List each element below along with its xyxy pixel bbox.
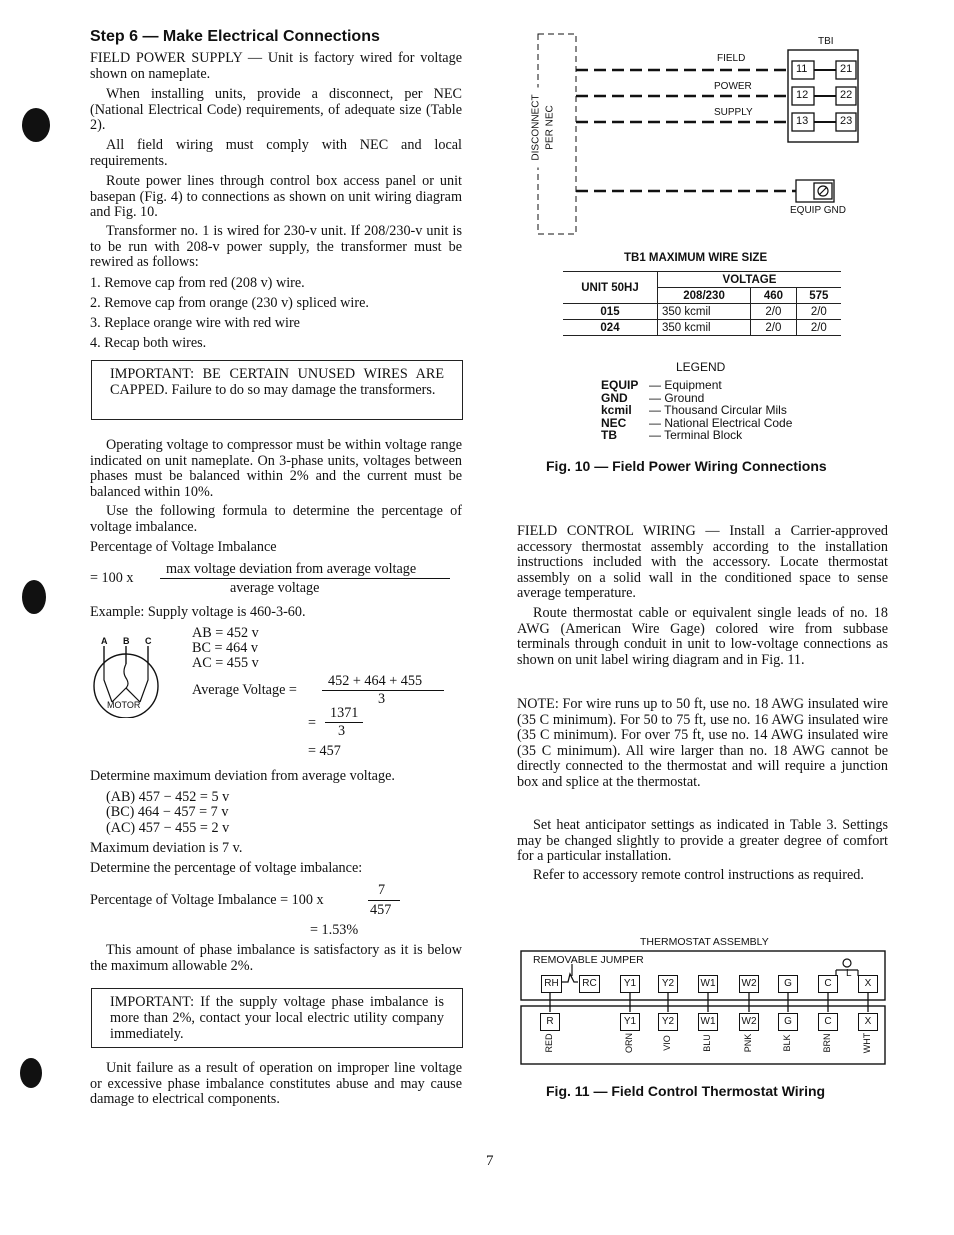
- supply-label: SUPPLY: [714, 107, 753, 118]
- terminal-11: 11: [796, 63, 808, 75]
- terminal-r: R: [540, 1013, 560, 1031]
- sum-numerator: 1371: [330, 705, 359, 721]
- legend: [601, 379, 841, 442]
- terminal-y2: Y2: [658, 1013, 678, 1031]
- table-cell: 2/0: [751, 304, 797, 320]
- deviation-ab: (AB) 457 − 452 = 5 v: [106, 789, 230, 805]
- paragraph: Transformer no. 1 is wired for 230-v unit. If 208/230-v unit is to be run with 208-v power supply, the transformer must be rewired as follows:: [90, 223, 462, 270]
- list-item: 2. Remove cap from orange (230 v) spliced wire.: [90, 295, 369, 311]
- wire-color-red: RED: [544, 1033, 554, 1053]
- paragraph: Refer to accessory remote control instructions as required.: [533, 867, 864, 883]
- list-item: 4. Recap both wires.: [90, 335, 207, 351]
- removable-jumper-label: REMOVABLE JUMPER: [533, 954, 644, 966]
- terminal-x-top: X: [858, 975, 878, 993]
- terminal-y2-top: Y2: [658, 975, 678, 993]
- percentage-label: Percentage of Voltage Imbalance = 100 x: [90, 892, 324, 908]
- maximum-deviation: Maximum deviation is 7 v.: [90, 840, 243, 856]
- thermostat-assembly-title: THERMOSTAT ASSEMBLY: [640, 936, 769, 948]
- formula-denominator: average voltage: [230, 580, 320, 596]
- paragraph: Set heat anticipator settings as indicated in Table 3. Settings may be changed slightly to provide a greater degree of comfort for a particular installation.: [517, 817, 888, 864]
- average-numerator: 452 + 464 + 455: [328, 673, 423, 689]
- wire-color-pink: PNK: [743, 1033, 753, 1053]
- paragraph: Operating voltage to compressor must be within voltage range indicated on unit nameplate. On 3-phase units, voltages between phases must be balanced within 2% and the current must be balanced within 10%.: [90, 437, 462, 500]
- voltage-ab: AB = 452 v: [192, 625, 259, 641]
- page-number: 7: [486, 1153, 494, 1169]
- voltage-ac: AC = 455 v: [192, 655, 259, 671]
- terminal-w1-top: W1: [698, 975, 718, 993]
- table-col-header: 208/230: [658, 288, 751, 304]
- equip-gnd-label: EQUIP GND: [790, 205, 846, 216]
- table-cell: 2/0: [796, 304, 841, 320]
- table-header-unit: UNIT 50HJ: [563, 272, 658, 304]
- note-paragraph: NOTE: For wire runs up to 50 ft, use no. 18 AWG insulated wire (35 C minimum). For 50 to 75 ft, use no. 16 AWG insulated wire (35 C minimum). For over 75 ft, use no. 14 AWG insulated wire (35 C minimum). All wire larger than no. 18 AWG cannot be directly connected to the thermostat and will require a junction box and splice at the thermostat.: [517, 696, 888, 790]
- wire-color-black: BLK: [782, 1034, 792, 1052]
- punch-hole-mark: [22, 580, 46, 614]
- figure-caption: Fig. 10 — Field Power Wiring Connections: [546, 458, 827, 474]
- power-label: POWER: [714, 81, 752, 92]
- terminal-x: X: [858, 1013, 878, 1031]
- legend-item: kcmil — Thousand Circular Mils: [601, 403, 787, 417]
- terminal-g: G: [778, 1013, 798, 1031]
- paragraph: Route thermostat cable or equivalent single leads of no. 18 AWG (American Wire Gage) colored wire from subbase terminals through conduit in unit to low-voltage connections as shown on unit label wiring diagram and in Fig. 11.: [517, 605, 888, 668]
- fraction-bar: [160, 578, 450, 579]
- wire-color-violet: VIO: [662, 1035, 672, 1051]
- paragraph: When installing units, provide a disconnect, per NEC (National Electrical Code) requirements, of adequate size (Table 2).: [90, 86, 462, 133]
- terminal-y1-top: Y1: [620, 975, 640, 993]
- terminal-block-label: TBI: [818, 36, 834, 47]
- l-label: L: [846, 968, 852, 979]
- section-heading: Step 6 — Make Electrical Connections: [90, 28, 380, 45]
- legend-item: TB — Terminal Block: [601, 428, 743, 442]
- formula-lhs: = 100 x: [90, 570, 134, 586]
- average-result: = 457: [308, 743, 341, 759]
- deviation-ac: (AC) 457 − 455 = 2 v: [106, 820, 230, 836]
- average-voltage-label: Average Voltage =: [192, 682, 297, 698]
- motor-terminal-a: A: [101, 636, 108, 646]
- terminal-21: 21: [840, 63, 853, 75]
- table-col-header: 460: [751, 288, 797, 304]
- formula-numerator: max voltage deviation from average voltage: [166, 561, 417, 577]
- terminal-rh: RH: [541, 975, 562, 993]
- terminal-y1: Y1: [620, 1013, 640, 1031]
- deviation-bc: (BC) 464 − 457 = 7 v: [106, 804, 229, 820]
- percentage-intro: Determine the percentage of voltage imbalance:: [90, 860, 363, 876]
- terminal-12: 12: [796, 89, 809, 101]
- punch-hole-mark: [22, 108, 50, 142]
- paragraph: This amount of phase imbalance is satisfactory as it is below the maximum allowable 2%.: [90, 942, 462, 974]
- table-col-header: 575: [796, 288, 841, 304]
- terminal-23: 23: [840, 115, 853, 127]
- voltage-bc: BC = 464 v: [192, 640, 258, 656]
- terminal-13: 13: [796, 115, 809, 127]
- sum-denominator: 3: [338, 723, 346, 739]
- fraction-bar: [368, 900, 400, 901]
- terminal-c: C: [818, 1013, 838, 1031]
- table-cell: 024: [563, 320, 658, 336]
- disconnect-label: DISCONNECT: [531, 88, 542, 168]
- percentage-result: = 1.53%: [310, 922, 359, 938]
- percentage-denominator: 457: [370, 902, 392, 918]
- wire-color-white: WHT: [862, 1032, 872, 1054]
- table-cell: 2/0: [796, 320, 841, 336]
- figure-caption: Fig. 11 — Field Control Thermostat Wiring: [546, 1083, 826, 1099]
- paragraph: FIELD CONTROL WIRING — Install a Carrier-approved accessory thermostat assembly according to the installation instructions included with the accessory. Locate thermostat assembly on a solid wall in the conditioned space to sense average temperature.: [517, 523, 888, 601]
- wire-color-brown: BRN: [822, 1033, 832, 1053]
- paragraph: FIELD POWER SUPPLY — Unit is factory wired for voltage shown on nameplate.: [90, 50, 462, 82]
- paragraph: Route power lines through control box access panel or unit basepan (Fig. 4) to connections as shown on unit wiring diagram and Fig. 10.: [90, 173, 462, 220]
- table-row: [563, 304, 841, 320]
- table-cell: 350 kcmil: [658, 304, 751, 320]
- wire-size-table: [563, 271, 841, 336]
- list-item: 1. Remove cap from red (208 v) wire.: [90, 275, 305, 291]
- terminal-w2: W2: [739, 1013, 759, 1031]
- motor-terminal-b: B: [123, 636, 130, 646]
- table-row: [563, 320, 841, 336]
- paragraph: All field wiring must comply with NEC and local requirements.: [90, 137, 462, 169]
- terminal-c-top: C: [818, 975, 838, 993]
- average-denominator: 3: [378, 691, 386, 707]
- terminal-g-top: G: [778, 975, 798, 993]
- field-label: FIELD: [717, 53, 746, 64]
- terminal-w2-top: W2: [739, 975, 759, 993]
- deviation-intro: Determine maximum deviation from average voltage.: [90, 768, 395, 784]
- wire-color-orange: ORN: [624, 1033, 634, 1053]
- legend-item: NEC — National Electrical Code: [601, 415, 793, 430]
- table-header-voltage: VOLTAGE: [658, 272, 842, 288]
- terminal-22: 22: [840, 89, 853, 101]
- motor-label: MOTOR: [107, 700, 141, 710]
- wire-color-blue: BLU: [702, 1034, 712, 1052]
- paragraph: Unit failure as a result of operation on improper line voltage or excessive phase imbalance constitutes abuse and may cause damage to electrical components.: [90, 1060, 462, 1107]
- list-item: 3. Replace orange wire with red wire: [90, 315, 300, 331]
- table-cell: 350 kcmil: [658, 320, 751, 336]
- per-nec-label: PER NEC: [545, 100, 556, 156]
- table-cell: 015: [563, 304, 658, 320]
- table-title: TB1 MAXIMUM WIRE SIZE: [624, 252, 768, 264]
- important-box: IMPORTANT: If the supply voltage phase imbalance is more than 2%, contact your local electric utility company immediately.: [91, 988, 463, 1048]
- equals-sign: =: [308, 715, 317, 731]
- terminal-w1: W1: [698, 1013, 718, 1031]
- example-text: Example: Supply voltage is 460-3-60.: [90, 604, 306, 620]
- punch-hole-mark: [20, 1058, 42, 1088]
- legend-item: EQUIP — Equipment: [601, 378, 722, 392]
- important-box: IMPORTANT: BE CERTAIN UNUSED WIRES ARE CAPPED. Failure to do so may damage the transformers.: [91, 360, 463, 420]
- terminal-rc: RC: [579, 975, 600, 993]
- percentage-numerator: 7: [378, 882, 386, 898]
- paragraph: Use the following formula to determine the percentage of voltage imbalance.: [90, 503, 462, 535]
- table-cell: 2/0: [751, 320, 797, 336]
- motor-terminal-c: C: [145, 636, 152, 646]
- formula-title: Percentage of Voltage Imbalance: [90, 539, 277, 555]
- legend-item: GND — Ground: [601, 390, 705, 405]
- legend-title: LEGEND: [676, 360, 726, 374]
